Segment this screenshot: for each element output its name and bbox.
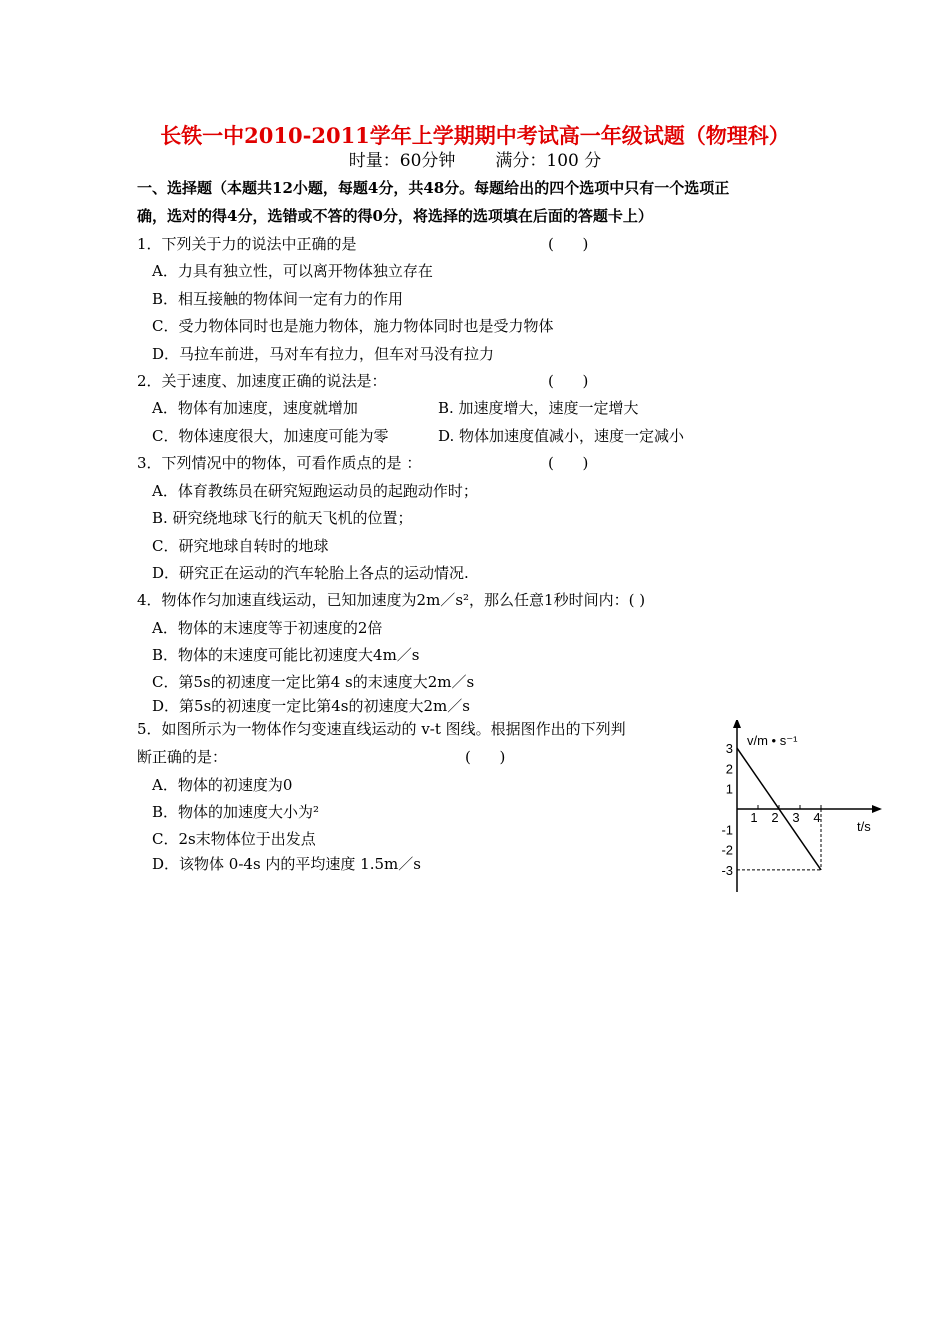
q2-stem: 2．关于速度、加速度正确的说法是： xyxy=(137,372,387,390)
q5-option-d: D．该物体 0-4s 内的平均速度 1.5m／s xyxy=(152,855,421,873)
y-axis-arrow xyxy=(733,720,741,728)
q4-option-b: B．物体的末速度可能比初速度大4m／s xyxy=(152,646,420,664)
q1-stem: 1．下列关于力的说法中正确的是 xyxy=(137,235,357,253)
y-tick-label: -3 xyxy=(721,862,733,878)
x-tick-label: 4 xyxy=(813,810,821,825)
q5-answer-bracket: ( ) xyxy=(465,748,506,766)
q4-option-d: D．第5s的初速度一定比第4s的初速度大2m／s xyxy=(152,697,470,715)
section-heading-line1: 一、选择题（本题共12小题，每题4分，共48分。每题给出的四个选项中只有一个选项正 xyxy=(137,179,730,197)
q3-answer-bracket: ( ) xyxy=(548,454,589,472)
q5-option-b: B．物体的加速度大小为² xyxy=(152,803,320,821)
x-tick-label: 1 xyxy=(750,810,758,825)
x-tick-label: 3 xyxy=(792,810,800,825)
q2-option-d: D. 物体加速度值减小，速度一定减小 xyxy=(438,427,685,445)
q3-stem: 3．下列情况中的物体，可看作质点的是 ： xyxy=(137,454,422,472)
vt-graph xyxy=(700,720,900,900)
q4-option-a: A．物体的末速度等于初速度的2倍 xyxy=(152,619,383,637)
q3-option-b: B. 研究绕地球飞行的航天飞机的位置； xyxy=(152,509,413,527)
full-score: 满分：100 分 xyxy=(495,151,602,171)
q1-answer-bracket: ( ) xyxy=(548,235,589,253)
y-tick-label: 3 xyxy=(725,741,733,757)
q1-option-c: C．受力物体同时也是施力物体，施力物体同时也是受力物体 xyxy=(152,317,554,335)
q2-answer-bracket: ( ) xyxy=(548,372,589,390)
y-tick-label: 2 xyxy=(725,761,733,777)
q4-option-c: C．第5s的初速度一定比第4 s的末速度大2m／s xyxy=(152,673,475,691)
q2-option-a: A．物体有加速度，速度就增加 xyxy=(152,399,358,417)
section-heading-line2: 确，选对的得4分，选错或不答的得0分，将选择的选项填在后面的答题卡上） xyxy=(137,207,653,225)
q2-option-b: B. 加速度增大，速度一定增大 xyxy=(438,399,639,417)
q4-stem: 4．物体作匀加速直线运动，已知加速度为2m／s²，那么任意1秒时间内：( ) xyxy=(137,591,646,609)
q5-stem-line2: 断正确的是： xyxy=(137,748,228,766)
time-limit: 时量：60分钟 xyxy=(348,151,456,171)
q3-option-d: D．研究正在运动的汽车轮胎上各点的运动情况. xyxy=(152,564,469,582)
x-tick-label: 2 xyxy=(771,810,779,825)
y-tick-label: -2 xyxy=(721,842,733,858)
q5-stem-line1: 5．如图所示为一物体作匀变速直线运动的 v-t 图线。根据图作出的下列判 xyxy=(137,720,626,738)
q1-option-d: D．马拉车前进，马对车有拉力，但车对马没有拉力 xyxy=(152,345,495,363)
exam-title: 长铁一中2010-2011学年上学期期中考试高一年级试题（物理科） xyxy=(160,123,790,148)
exam-subtitle xyxy=(0,150,950,172)
q2-option-c: C．物体速度很大，加速度可能为零 xyxy=(152,427,389,445)
q3-option-a: A．体育教练员在研究短跑运动员的起跑动作时； xyxy=(152,482,478,500)
y-axis-label: v/m • s⁻¹ xyxy=(747,733,798,748)
y-tick-label: 1 xyxy=(725,781,733,797)
q1-option-b: B．相互接触的物体间一定有力的作用 xyxy=(152,290,404,308)
x-axis-label: t/s xyxy=(857,819,871,834)
y-tick-label: -1 xyxy=(721,822,733,838)
q5-option-a: A．物体的初速度为0 xyxy=(152,776,293,794)
q3-option-c: C．研究地球自转时的地球 xyxy=(152,537,329,555)
q1-option-a: A．力具有独立性，可以离开物体独立存在 xyxy=(152,262,433,280)
x-axis-arrow xyxy=(872,805,882,813)
q5-option-c: C．2s末物体位于出发点 xyxy=(152,830,316,848)
